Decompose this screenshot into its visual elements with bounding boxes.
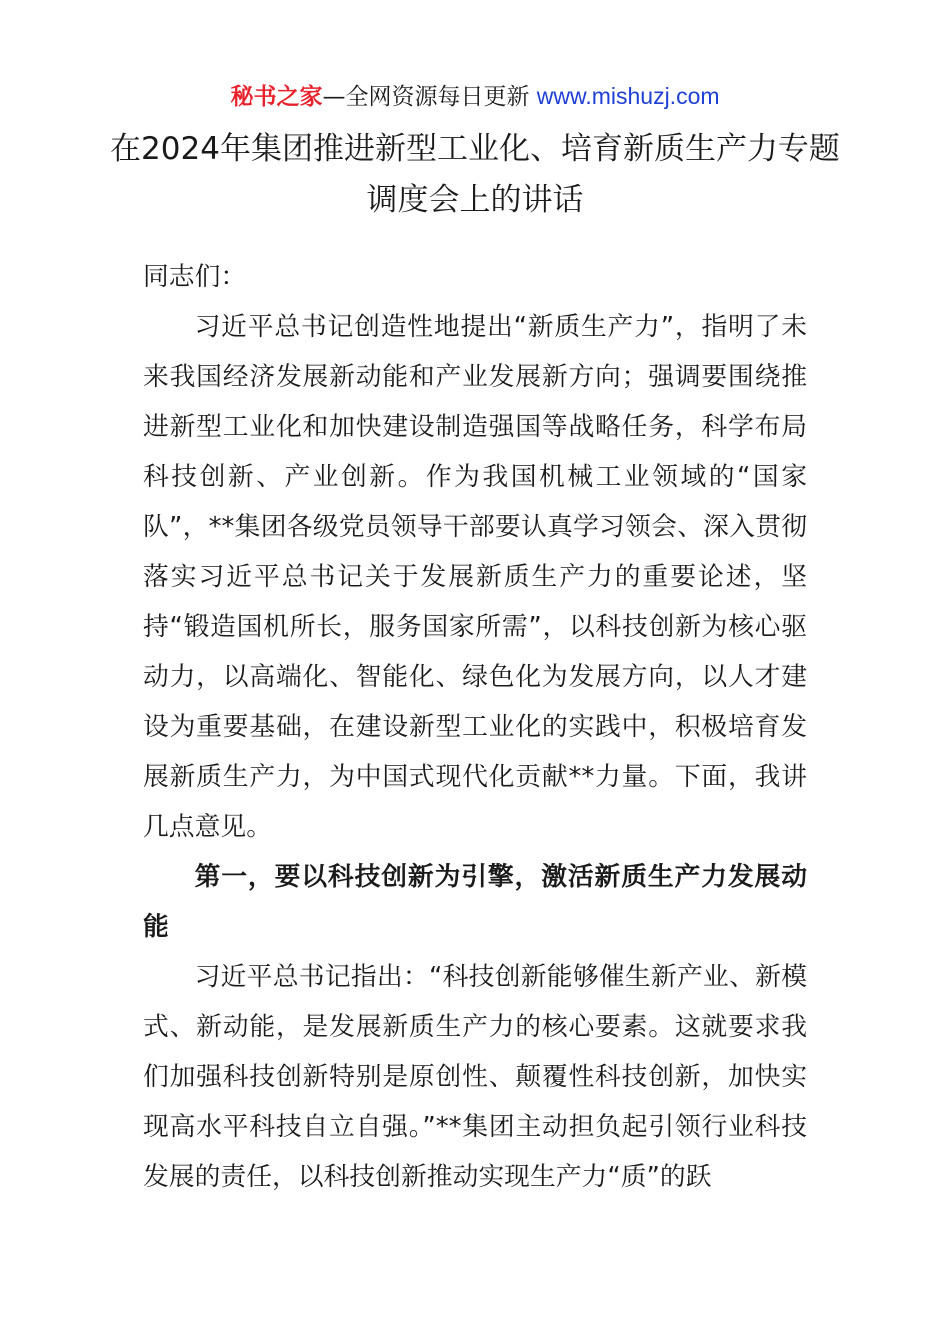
paragraph-intro: 习近平总书记创造性地提出“新质生产力”，指明了未来我国经济发展新动能和产业发展新方向；强调要围绕推进新型工业化和加快建设制造强国等战略任务，科学布局科技创新、产业创新。作为我国机械工业领域的“国家队”，**集团各级党员领导干部要认真学习领会、深入贯彻落实习近平总书记关于发展新质生产力的重要论述，坚持“锻造国机所长，服务国家所需”，以科技创新为核心驱动力，以高端化、智能化、绿色化为发展方向，以人才建设为重要基础，在建设新型工业化的实践中，积极培育发展新质生产力，为中国式现代化贡献**力量。下面，我讲几点意见。 (143, 312, 807, 842)
brand-name: 秘书之家 (230, 84, 323, 110)
document-body (143, 252, 807, 1202)
paragraph-first-section: 习近平总书记指出：“科技创新能够催生新产业、新模式、新动能，是发展新质生产力的核心要素。这就要求我们加强科技创新特别是原创性、颠覆性科技创新，加快实现高水平科技自立自强。”**集团主动担负起引领行业科技发展的责任，以科技创新推动实现生产力“质”的跃 (143, 962, 807, 1192)
header-tagline: —全网资源每日更新 (322, 84, 537, 110)
site-header (0, 80, 950, 113)
document-title: 在2024年集团推进新型工业化、培育新质生产力专题调度会上的讲话 (110, 131, 840, 218)
section-heading-first: 第一，要以科技创新为引擎，激活新质生产力发展动能 (143, 862, 807, 942)
site-url-link[interactable]: www.mishuzj.com (536, 83, 720, 109)
salutation: 同志们： (143, 262, 247, 292)
